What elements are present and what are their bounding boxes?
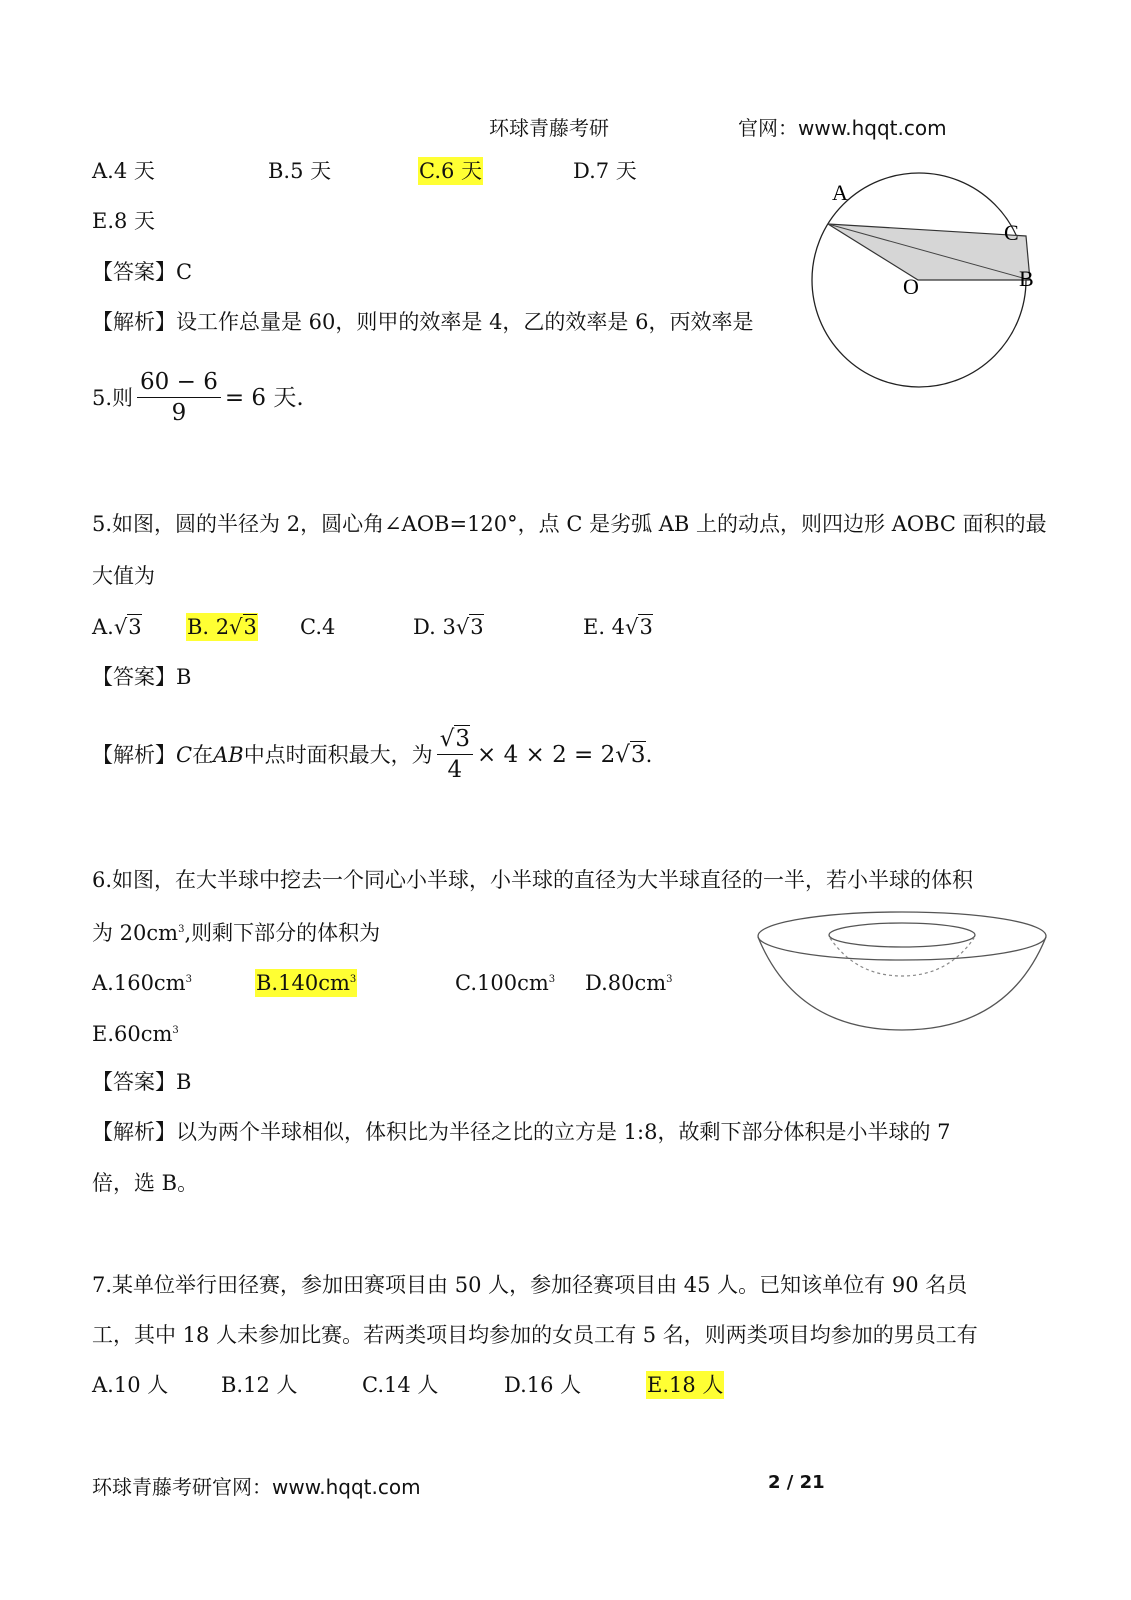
q4-analysis-formula	[92, 367, 304, 428]
q6-analysis-line2: 倍，选 B。	[92, 1171, 199, 1195]
q7-option-a: A.10 人	[92, 1373, 169, 1397]
q4-option-a: A.4 天	[92, 159, 155, 183]
label-a: A	[832, 180, 848, 205]
circle-figure	[806, 172, 1046, 392]
q5-option-d: D. 3√3	[413, 615, 484, 639]
label-b: B	[1019, 266, 1034, 291]
header-site: 官网：www.hqqt.com	[738, 116, 947, 140]
q7-stem-line1: 7.某单位举行田径赛，参加田赛项目由 50 人，参加径赛项目由 45 人。已知该单位有 90 名员	[92, 1273, 968, 1297]
q7-option-e: E.18 人	[647, 1373, 724, 1397]
q5-analysis: 【解析】 C 在 AB 中点时面积最大，为 $\frac{√3}{4}$ × 4 × 2 = 2 √3 .	[92, 726, 653, 783]
q4-frac-den: 9	[171, 400, 187, 426]
q6-stem-line1: 6.如图，在大半球中挖去一个同心小半球，小半球的直径为大半球直径的一半，若小半球的体积	[92, 868, 974, 892]
q4-analysis-suffix: = 6 天.	[224, 384, 304, 411]
q4-analysis-line1: 【解析】设工作总量是 60，则甲的效率是 4，乙的效率是 6，丙效率是	[92, 310, 754, 334]
q6-stem-line2: 为 $20cm^3$,则剩下部分的体积为	[92, 921, 381, 945]
q5-stem-line2: 大值为	[92, 564, 155, 588]
q4-frac-num: 60 − 6	[137, 367, 221, 398]
q4-option-b: B.5 天	[268, 159, 332, 183]
q6-option-b: $B.140cm^3$	[256, 971, 357, 995]
page-number: 2 / 21	[768, 1472, 825, 1493]
q7-option-b: B.12 人	[221, 1373, 298, 1397]
q5-stem-line1: 5.如图，圆的半径为 2，圆心角∠AOB=120°，点 C 是劣弧 AB 上的动点，则四边形 AOBC 面积的最	[92, 512, 1047, 536]
q7-stem-line2: 工，其中 18 人未参加比赛。若两类项目均参加的女员工有 5 名，则两类项目均参加的男员工有	[92, 1323, 978, 1347]
q4-option-d: D.7 天	[573, 159, 637, 183]
q4-option-e: E.8 天	[92, 209, 156, 233]
bowl-figure	[756, 910, 1048, 1032]
q7-option-d: D.16 人	[504, 1373, 582, 1397]
label-c: C	[1004, 220, 1019, 245]
q4-answer: 【答案】C	[92, 260, 193, 284]
q5-option-e: E. 4√3	[583, 615, 653, 639]
header-brand: 环球青藤考研	[489, 116, 609, 140]
q6-option-c: $C.100cm^3$	[455, 971, 556, 995]
footer-site: 环球青藤考研官网：www.hqqt.com	[92, 1475, 421, 1499]
q5-option-a: A.√3	[92, 615, 142, 639]
label-o: O	[903, 274, 919, 299]
q6-option-e: $E.60cm^3$	[92, 1022, 179, 1046]
q6-answer: 【答案】B	[92, 1070, 192, 1094]
q5-option-c: C.4	[300, 615, 336, 639]
q6-analysis-line1: 【解析】以为两个半球相似，体积比为半径之比的立方是 1:8，故剩下部分体积是小半球的 7	[92, 1120, 951, 1144]
q5-option-b: B. 2√3	[187, 615, 257, 639]
q4-analysis-prefix: 5.则	[92, 385, 134, 410]
q6-option-d: $D.80cm^3$	[585, 971, 673, 995]
q7-option-c: C.14 人	[362, 1373, 439, 1397]
q6-option-a: $A.160cm^3$	[92, 971, 192, 995]
q5-answer: 【答案】B	[92, 665, 192, 689]
q4-option-c: C.6 天	[419, 159, 483, 183]
